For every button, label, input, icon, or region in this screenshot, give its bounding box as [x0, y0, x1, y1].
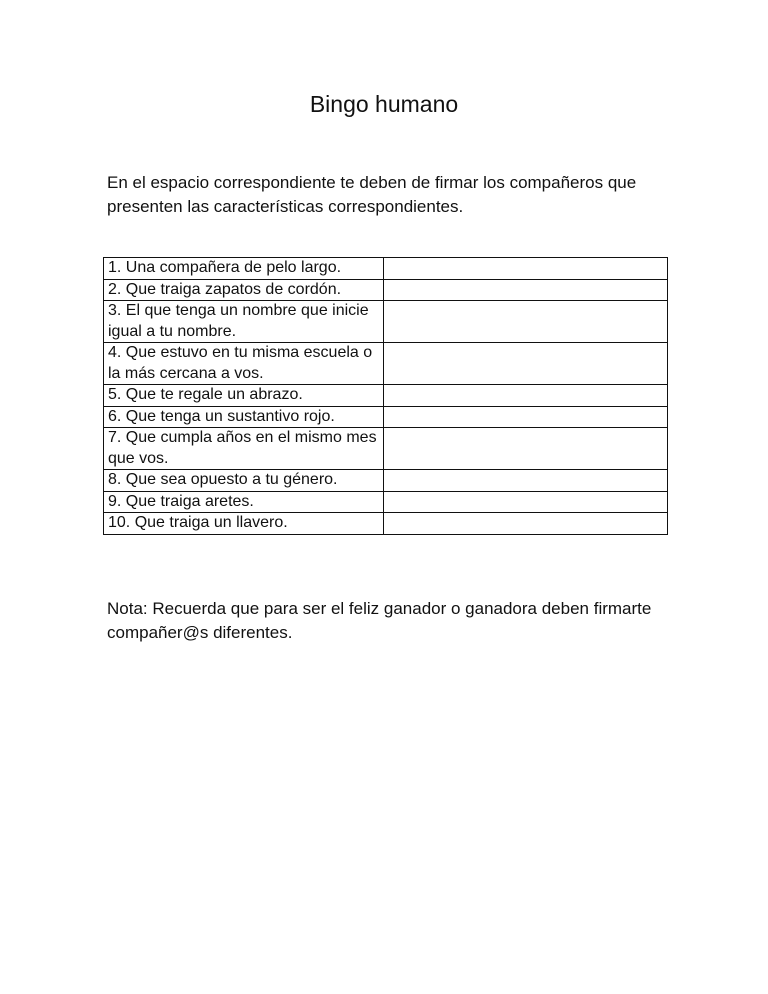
- signature-cell: [384, 470, 668, 492]
- table-row: [104, 385, 668, 407]
- table-row: [104, 301, 668, 343]
- signature-cell: [384, 279, 668, 301]
- signature-cell: [384, 491, 668, 513]
- item-text: 1. Una compañera de pelo largo.: [104, 258, 384, 280]
- item-text: 8. Que sea opuesto a tu género.: [104, 470, 384, 492]
- table-row: [104, 279, 668, 301]
- table-row: [104, 513, 668, 535]
- table-row: [104, 470, 668, 492]
- signature-cell: [384, 513, 668, 535]
- instructions-paragraph: En el espacio correspondiente te deben de firmar los compañeros que presenten las características correspondientes.: [107, 173, 637, 216]
- table-row: [104, 406, 668, 428]
- signature-cell: [384, 258, 668, 280]
- signature-cell: [384, 385, 668, 407]
- table-row: [104, 491, 668, 513]
- note-paragraph: Nota: Recuerda que para ser el feliz ganador o ganadora deben firmarte compañer@s diferentes.: [107, 599, 652, 642]
- signature-cell: [384, 428, 668, 470]
- item-text: 6. Que tenga un sustantivo rojo.: [104, 406, 384, 428]
- item-text: 7. Que cumpla años en el mismo mes que vos.: [104, 428, 384, 470]
- signature-cell: [384, 343, 668, 385]
- table-row: [104, 258, 668, 280]
- bingo-table: [103, 257, 668, 535]
- table-row: [104, 428, 668, 470]
- item-text: 10. Que traiga un llavero.: [104, 513, 384, 535]
- signature-cell: [384, 406, 668, 428]
- item-text: 4. Que estuvo en tu misma escuela o la más cercana a vos.: [104, 343, 384, 385]
- item-text: 3. El que tenga un nombre que inicie igual a tu nombre.: [104, 301, 384, 343]
- item-text: 2. Que traiga zapatos de cordón.: [104, 279, 384, 301]
- page-title: Bingo humano: [309, 91, 459, 117]
- item-text: 9. Que traiga aretes.: [104, 491, 384, 513]
- table-row: [104, 343, 668, 385]
- signature-cell: [384, 301, 668, 343]
- item-text: 5. Que te regale un abrazo.: [104, 385, 384, 407]
